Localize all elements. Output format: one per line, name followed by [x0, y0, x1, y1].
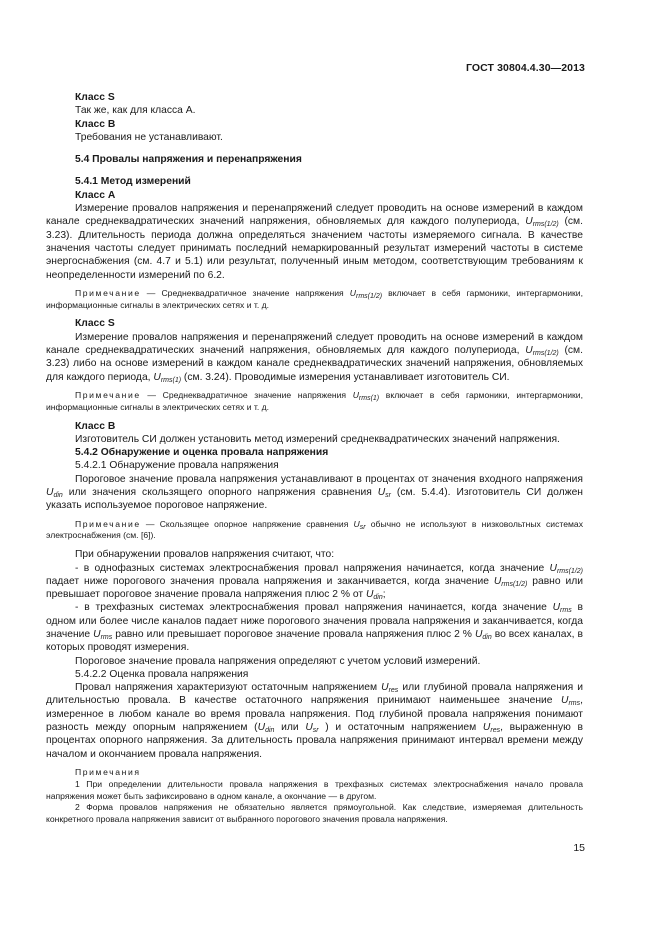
heading-class-s: Класс S — [75, 92, 115, 103]
section-heading-5-4-1: 5.4.1 Метод измерений — [75, 176, 191, 188]
section-heading-5-4-2-1: 5.4.2.1 Обнаружение провала напряжения — [75, 460, 279, 472]
page-number: 15 — [573, 842, 585, 854]
document-number: ГОСТ 30804.4.30—2013 — [465, 62, 585, 74]
heading-class-s-2: Класс S — [75, 318, 115, 330]
paragraph-class-a: Измерение провалов напряжения и перенапряжений следует проводить на основе измерений в каждом канале среднеквадратических значений напряжения, обновляемых для каждого полупериода, $U_{rms(1/2)}$ (см. 3.23). Длительность периода должна определяться значением частоты измеряемого сигнала. В качестве значения частоты следует принимать последний немаркированный результат измерений частоты в системе энергоснабжения (см. 4.7 и 5.1) или результат, полученный иным методом, соответствующим требованиям к неопределенности измерений по 6.2. — [46, 203, 583, 281]
paragraph-threshold-conditions: Пороговое значение провала напряжения определяют с учетом условий измерений. — [75, 655, 481, 667]
section-heading-5-4-2-2: 5.4.2.2 Оценка провала напряжения — [75, 668, 249, 680]
text-no-requirements: Требования не устанавливают. — [75, 131, 223, 143]
note-1: Примечание — Среднеквадратичное значение напряжения $U_{rms(1/2)}$ включает в себя гармоники, интергармоники, информационные сигналы в электрических сетях и т. д. — [46, 287, 583, 310]
list-item-three-phase: - в трехфазных системах электроснабжения провал напряжения начинается, когда значение $U_{rms}$ в одном или более числе каналов падает ниже порогового значения провала напряжения и заканчивается, когда значение $U_{rms}$ равно или превышает пороговое значение провала напряжения плюс 2 % $U_{din}$ во всех каналах, в которых проводят измерения. — [46, 602, 584, 654]
paragraph-class-b: Изготовитель СИ должен установить метод измерений среднеквадратических значений напряжения. — [75, 433, 560, 445]
heading-class-b-2: Класс B — [75, 420, 116, 432]
note-3: Примечание — Скользящее опорное напряжение сравнения $U_{sr}$ обычно не используют в низковольтных системах электроснабжения (см. [6]). — [46, 518, 583, 541]
paragraph-dip-evaluation: Провал напряжения характеризуют остаточным напряжением $U_{res}$ или глубиной провала напряжения и длительностью провала. В качестве остаточного напряжения принимают наименьшее значение $U_{rms}$, измеренное в любом канале во время провала напряжения. Под глубиной провала напряжения понимают разность между опорным напряжением ($U_{din}$ или $U_{sr}$ ) и остаточным напряжением $U_{res}$, выраженную в процентах опорного напряжения. За длительность провала напряжения принимают интервал времени между началом и окончанием провала напряжения. — [46, 682, 584, 760]
text-same-as-a: Так же, как для класса A. — [75, 105, 196, 117]
list-item-single-phase: - в однофазных системах электроснабжения провал напряжения начинается, когда значение $U_{rms(1/2)}$ падает ниже порогового значения провала напряжения и заканчивается, когда значение $U_{rms(1/2)}$ равно или превышает пороговое значение провала напряжения плюс 2 % от $U_{din}$; — [46, 562, 583, 602]
paragraph-detection-intro: При обнаружении провалов напряжения считают, что: — [75, 549, 335, 561]
heading-class-b: Класс B — [75, 118, 116, 130]
paragraph-threshold: Пороговое значение провала напряжения устанавливают в процентах от значения входного напряжения $U_{din}$ или значения скользящего опорного напряжения сравнения $U_{sr}$ (см. 5.4.4). Изготовитель СИ должен указать используемое пороговое напряжение. — [46, 473, 583, 512]
heading-class-a: Класс A — [75, 189, 116, 201]
note-4-2: 2 Форма провалов напряжения не обязательно является прямоугольной. Как следствие, измеряемая длительность конкретного провала напряжения зависит от выбранного порогового значения провала напряжения. — [46, 802, 583, 825]
paragraph-class-s: Измерение провалов напряжения и перенапряжений следует проводить на основе измерений в каждом канале среднеквадратических значений напряжения, обновляемых для каждого полупериода, $U_{rms(1/2)}$ (см. 3.23) либо на основе измерений в каждом канале среднеквадратических значений напряжения, обновляемых для каждого периода, $U_{rms(1)}$ (см. 3.24). Проводимые измерения устанавливает изготовитель СИ. — [46, 331, 583, 384]
note-4-1: 1 При определении длительности провала напряжения в трехфазных системах электроснабжения начало провала напряжения может быть зафиксировано в одном канале, а окончание — в другом. — [46, 778, 583, 801]
section-heading-5-4-2: 5.4.2 Обнаружение и оценка провала напряжения — [75, 447, 329, 459]
note-2: Примечание — Среднеквадратичное значение напряжения $U_{rms(1)}$ включает в себя гармоники, интергармоники, информационные сигналы в электрических сетях и т. д. — [46, 389, 583, 412]
section-heading-5-4: 5.4 Провалы напряжения и перенапряжения — [75, 154, 302, 166]
page-body — [46, 91, 583, 826]
notes-label: Примечания — [75, 766, 141, 777]
